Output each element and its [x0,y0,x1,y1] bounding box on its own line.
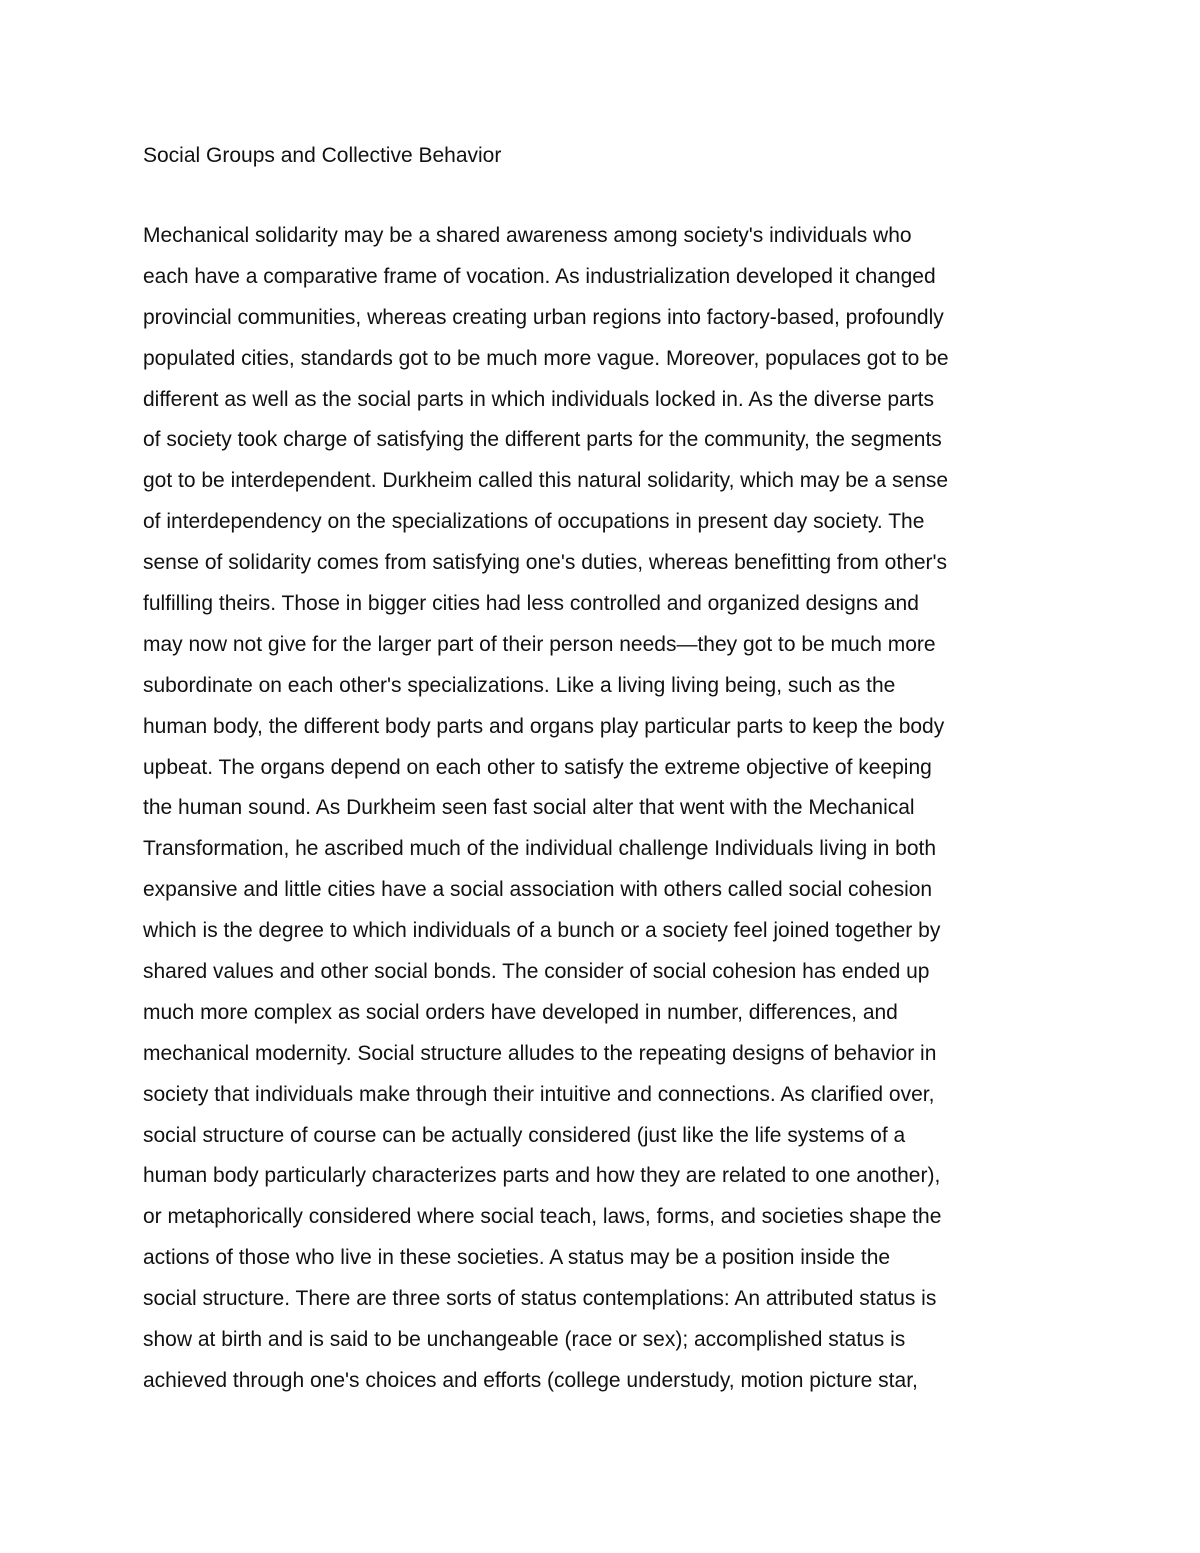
body-line: actions of those who live in these societies. A status may be a position inside the [143,1246,891,1270]
body-line: expansive and little cities have a social association with others called social cohesion [143,878,933,902]
body-line: may now not give for the larger part of their person needs—they got to be much more [143,632,936,656]
body-line: of society took charge of satisfying the different parts for the community, the segments [143,428,942,452]
body-line: different as well as the social parts in which individuals locked in. As the diverse parts [143,387,935,411]
body-line: the human sound. As Durkheim seen fast social alter that went with the Mechanical [143,796,915,820]
body-line: got to be interdependent. Durkheim called this natural solidarity, which may be a sense [143,469,949,493]
body-line: Mechanical solidarity may be a shared awareness among society's individuals who [143,224,912,247]
body-line: fulfilling theirs. Those in bigger cities had less controlled and organized designs and [143,592,919,616]
document-title: Social Groups and Collective Behavior [143,144,502,167]
body-line: human body particularly characterizes parts and how they are related to one another), [143,1164,941,1188]
body-line: each have a comparative frame of vocation. As industrialization developed it changed [143,264,936,288]
body-line: Transformation, he ascribed much of the individual challenge Individuals living in both [143,837,937,861]
body-line: or metaphorically considered where social teach, laws, forms, and societies shape the [143,1205,942,1229]
body-line: human body, the different body parts and organs play particular parts to keep the body [143,714,945,738]
body-line: of interdependency on the specializations of occupations in present day society. The [143,510,925,534]
body-line: much more complex as social orders have developed in number, differences, and [143,1000,898,1024]
body-line: which is the degree to which individuals of a bunch or a society feel joined together by [143,919,941,943]
document-body [143,221,1073,1407]
body-line: provincial communities, whereas creating urban regions into factory-based, profoundly [143,305,944,329]
body-line: subordinate on each other's specializations. Like a living living being, such as the [143,673,896,697]
body-line: mechanical modernity. Social structure alludes to the repeating designs of behavior in [143,1041,937,1065]
body-line: upbeat. The organs depend on each other to satisfy the extreme objective of keeping [143,755,932,779]
body-line: shared values and other social bonds. The consider of social cohesion has ended up [143,960,930,984]
body-line: sense of solidarity comes from satisfying one's duties, whereas benefitting from other's [143,551,948,575]
body-line: social structure of course can be actually considered (just like the life systems of a [143,1123,906,1147]
body-line: show at birth and is said to be unchangeable (race or sex); accomplished status is [143,1328,906,1352]
body-line: social structure. There are three sorts of status contemplations: An attributed status is [143,1287,937,1311]
body-line: populated cities, standards got to be much more vague. Moreover, populaces got to be [143,346,949,370]
body-line: society that individuals make through their intuitive and connections. As clarified over, [143,1082,935,1106]
body-line: achieved through one's choices and efforts (college understudy, motion picture star, [143,1368,918,1392]
